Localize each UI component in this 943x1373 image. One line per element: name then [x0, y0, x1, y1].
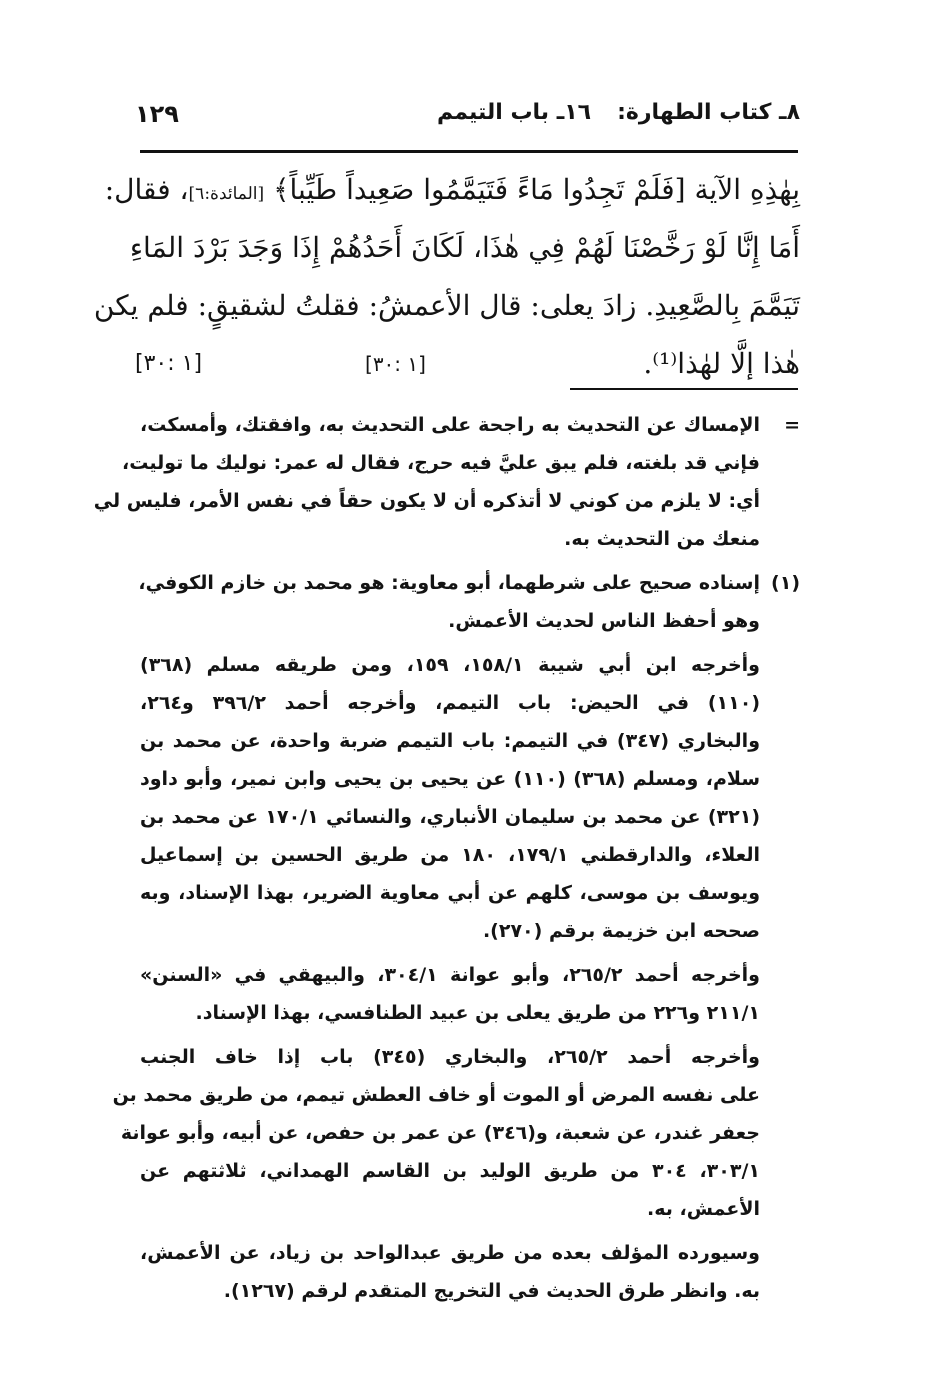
hadith-text — [93, 162, 800, 394]
footnote-line: ٢١١/١ و٢٢٦ من طريق يعلى بن عبيد الطنافسي، بهذا الإسناد. — [195, 1002, 760, 1024]
footnote-line: الأعمش، به. — [647, 1198, 760, 1220]
hadith-line-4 — [135, 336, 800, 394]
verse-source: [المائدة:٦] — [188, 184, 265, 204]
header-rule — [140, 150, 798, 153]
footnote-continuation — [93, 406, 800, 558]
footnote-paragraph — [112, 1038, 800, 1228]
footnote-line: العلاء، والدارقطني ١٧٩/١، ١٨٠ من طريق الحسين بن إسماعيل — [140, 844, 760, 866]
reference-mark: [١ :٣٠] — [135, 351, 203, 376]
hadith-line-3: تَيَمَّمَ بِالصَّعِيدِ. زادَ يعلى: قال الأعمشُ: فقلتُ لشقيقٍ: فلم يكن — [93, 289, 800, 322]
footnote-line: منعك من التحديث به. — [564, 528, 760, 550]
footnote-paragraph — [140, 646, 800, 950]
footnote-line: إسناده صحيح على شرطهما، أبو معاوية: هو محمد بن خازم الكوفي، — [138, 572, 760, 594]
footnote-number: (١) — [771, 572, 800, 594]
reference-mark: [١ :٣٠] — [365, 352, 426, 376]
footnote-line: فإني قد بلغته، فلم يبق عليَّ فيه حرج، فقال له عمر: نوليك ما توليت، — [122, 452, 760, 474]
footnote-line: سلام، ومسلم (٣٦٨) (١١٠) عن يحيى بن يحيى وابن نمير، وأبو داود — [140, 768, 761, 790]
chapter-title: ٨ـ كتاب الطهارة: — [617, 100, 800, 125]
footnote-line: الإمساك عن التحديث به راجحة على التحديث به، وافقتك، وأمسكت، — [140, 414, 760, 436]
footnote-1 — [140, 564, 800, 640]
footnote-line: ٣٠٣/١، ٣٠٤ من طريق الوليد بن القاسم الهمداني، ثلاثتهم عن — [140, 1160, 760, 1182]
running-title — [437, 100, 800, 125]
footnote-line: وهو أحفظ الناس لحديث الأعمش. — [448, 610, 760, 632]
footnote-line: جعفر غندر، عن شعبة، و(٣٤٦) عن عمر بن حفص، عن أبيه، وأبو عوانة — [120, 1122, 760, 1144]
footnote-line: صححه ابن خزيمة برقم (٢٧٠). — [482, 920, 760, 942]
footnote-paragraph — [140, 956, 800, 1032]
footnotes — [93, 406, 800, 1316]
footnote-line: وأخرجه أحمد ٢٦٥/٢، والبخاري (٣٤٥) باب إذا خاف الجنب — [140, 1046, 760, 1068]
footnote-line: والبخاري (٣٤٧) في التيمم: باب التيمم ضربة واحدة، عن محمد بن — [140, 730, 760, 752]
footnote-paragraph — [140, 1234, 800, 1310]
footnote-line: على نفسه المرض أو الموت أو خاف العطش تيمم، من طريق محمد بن — [112, 1084, 760, 1106]
footnote-line: وسيورده المؤلف بعده من طريق عبدالواحد بن زياد، عن الأعمش، — [140, 1242, 760, 1264]
page-header — [135, 100, 800, 140]
quran-verse: بِهٰذِهِ الآية [فَلَمْ تَجِدُوا مَاءً فَتَيَمَّمُوا صَعِيداً طَيِّباً﴾ — [273, 173, 800, 206]
continuation-marker: = — [784, 414, 800, 436]
footnote-rule — [570, 388, 798, 390]
footnote-line: وأخرجه أحمد ٢٦٥/٢، وأبو عوانة ٣٠٤/١، والبيهقي في «السنن» — [140, 964, 760, 986]
hadith-line-2: أَمَا إِنَّا لَوْ رَخَّصْنَا لَهُمْ فِي هٰذَا، لَكَانَ أَحَدُهُمْ إِذَا وَجَدَ بَرْدَ المَاءِ — [129, 231, 800, 264]
footnote-line: (١١٠) في الحيض: باب التيمم، وأخرجه أحمد ٣٩٦/٢ و٢٦٤، — [140, 692, 760, 714]
footnote-line: (٣٢١) عن محمد بن سليمان الأنباري، والنسائي ١٧٠/١ عن محمد بن — [140, 806, 761, 828]
hadith-line-1 — [104, 162, 800, 220]
footnote-line: أي: لا يلزم من كوني لا أتذكره أن لا يكون حقاً في نفس الأمر، فليس لي — [93, 490, 760, 512]
footnote-line: به. وانظر طرق الحديث في التخريج المتقدم لرقم (١٢٦٧). — [223, 1280, 760, 1302]
footnote-line: ويوسف بن موسى، كلهم عن أبي معاوية الضرير، بهذا الإسناد، وبه — [140, 882, 760, 904]
section-title: ١٦ـ باب التيمم — [437, 100, 592, 125]
page-number: ١٢٩ — [135, 100, 179, 128]
footnote-line: وأخرجه ابن أبي شيبة ١٥٨/١، ١٥٩، ومن طريقه مسلم (٣٦٨) — [140, 654, 760, 676]
hadith-line-1-tail: ، فقال: — [104, 173, 189, 206]
hadith-line-4-text: هٰذا إلَّا لهٰذا⁽¹⁾. — [643, 347, 800, 380]
